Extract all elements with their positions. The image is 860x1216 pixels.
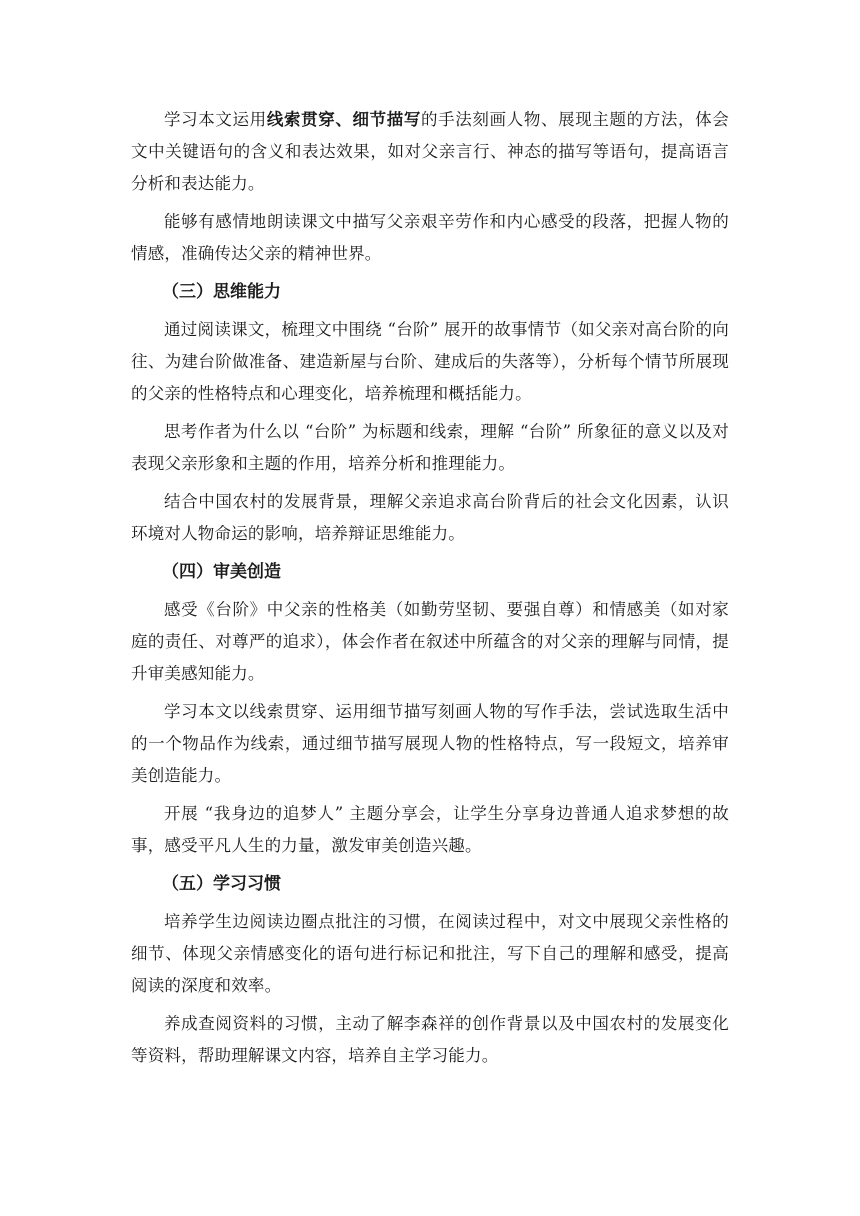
paragraph-intro-1-after: 的手法刻画人物、展现主题的方法，体会文中关键语句的含义和表达效果，如对父亲言行、神态的描写等语句，提高语言分析和表达能力。 (131, 110, 729, 193)
paragraph: 感受《台阶》中父亲的性格美（如勤劳坚韧、要强自尊）和情感美（如对家庭的责任、对尊严的追求），体会作者在叙述中所蕴含的对父亲的理解与同情，提升审美感知能力。 (131, 600, 729, 683)
paragraph: 养成查阅资料的习惯，主动了解李森祥的创作背景以及中国农村的发展变化等资料，帮助理解课文内容，培养自主学习能力。 (131, 1014, 729, 1065)
paragraph-intro-2: 能够有感情地朗读课文中描写父亲艰辛劳作和内心感受的段落，把握人物的情感，准确传达父亲的精神世界。 (131, 212, 729, 263)
section-heading-thinking: （三）思维能力 (162, 282, 281, 302)
paragraph-intro-1-before: 学习本文运用 (164, 110, 267, 129)
paragraph: 通过阅读课文，梳理文中围绕 “台阶” 展开的故事情节（如父亲对高台阶的向往、为建台阶做准备、建造新屋与台阶、建成后的失落等），分析每个情节所展现的父亲的性格特点和心理变化，培养梳理和概括能力。 (131, 320, 729, 403)
paragraph-intro-1-bold: 线索贯穿、细节描写 (266, 110, 422, 129)
paragraph: 学习本文以线索贯穿、运用细节描写刻画人物的写作手法，尝试选取生活中的一个物品作为线索，通过细节描写展现人物的性格特点，写一段短文，培养审美创造能力。 (131, 702, 729, 785)
paragraph: 结合中国农村的发展背景，理解父亲追求高台阶背后的社会文化因素，认识环境对人物命运的影响，培养辩证思维能力。 (131, 492, 729, 543)
paragraph-intro-1 (131, 104, 729, 200)
section-habits (131, 868, 729, 1072)
paragraph: 思考作者为什么以 “台阶” 为标题和线索，理解 “台阶” 所象征的意义以及对表现父亲形象和主题的作用，培养分析和推理能力。 (131, 422, 729, 473)
section-aesthetic (131, 556, 729, 862)
section-heading-aesthetic: （四）审美创造 (162, 562, 281, 582)
paragraph: 培养学生边阅读边圈点批注的习惯，在阅读过程中，对文中展现父亲性格的细节、体现父亲情感变化的语句进行标记和批注，写下自己的理解和感受，提高阅读的深度和效率。 (131, 912, 729, 995)
section-thinking (131, 276, 729, 550)
paragraph: 开展 “我身边的追梦人” 主题分享会，让学生分享身边普通人追求梦想的故事，感受平凡人生的力量，激发审美创造兴趣。 (131, 804, 729, 855)
document-page (131, 104, 729, 1078)
section-heading-habits: （五）学习习惯 (162, 874, 281, 894)
